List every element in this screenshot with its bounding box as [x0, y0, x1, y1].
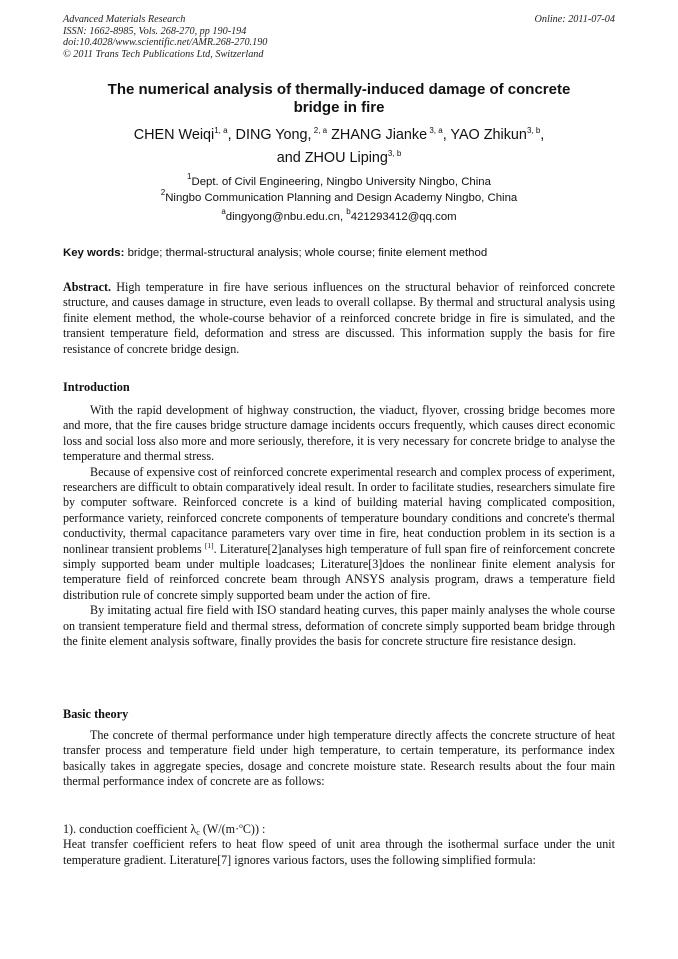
title-line-1: The numerical analysis of thermally-induced damage of concrete	[107, 81, 571, 98]
paragraph: With the rapid development of highway construction, the viaduct, flyover, crossing bridge becomes more and more, that the fire causes bridge structure damage incidents occurs frequently, which causes direct economic loss and social loss also more and more seriously, therefore, it is very necessary for concrete bridge to analyse the temperature and thermal stress.	[63, 403, 615, 464]
paragraph: By imitating actual fire field with ISO standard heating curves, this paper mainly analyses the whole course on transient temperature field and thermal stress, deformation of concrete simply supported beam bridge through the finite element analysis software, finally provides the basis for concrete structure fire resistance design.	[63, 603, 615, 649]
doi-line[interactable]: doi:10.4028/www.scientific.net/AMR.268-270.190	[63, 37, 268, 49]
keywords	[63, 245, 615, 261]
author-name: and ZHOU Liping	[276, 150, 388, 166]
author-name: , DING Yong,	[227, 127, 312, 143]
author-name: CHEN Weiqi	[133, 127, 215, 143]
item-text: C)) :	[242, 822, 266, 836]
email-sup: a	[221, 207, 226, 216]
author-sup: 3, a	[427, 126, 443, 135]
author-line-2	[63, 147, 615, 170]
copyright-line: © 2011 Trans Tech Publications Ltd, Switzerland	[63, 48, 264, 60]
affiliation-sup: 2	[160, 188, 166, 197]
section-heading-basic-theory: Basic theory	[63, 707, 129, 721]
author-line-1	[63, 124, 615, 147]
affiliation-text: Dept. of Civil Engineering, Ningbo University Ningbo, China	[191, 176, 491, 188]
item-text: 1). conduction coefficient λ	[63, 822, 197, 836]
abstract-label: Abstract.	[63, 280, 112, 294]
item-heading	[63, 822, 615, 837]
keywords-label: Key words:	[63, 247, 125, 259]
item-text: (W/(m·	[199, 822, 240, 836]
paragraph	[63, 465, 615, 604]
author-emails	[63, 209, 615, 225]
email-sup: b	[346, 207, 351, 216]
paragraph: The concrete of thermal performance under high temperature directly affects the concrete structure of heat transfer process and temperature field under high temperature, to certain temperature, its performance index basically takes in aggregate species, dosage and concrete moisture state. Research results about the four main thermal performance index of concrete are as follows:	[63, 728, 615, 789]
affiliations	[63, 174, 615, 206]
paragraph-text: . Literature[2]analyses high temperature of full span fire of reinforcement concrete simply supported beam under multiple loadcases; Literature[3]does the nonlinear finite element analysis for temperature field of reinforced concrete beam through ANSYS analysis program, draws a temperature field distribution rule of concrete simply supported beam under the action of fire.	[63, 541, 615, 602]
basic-theory-item	[63, 822, 615, 868]
author-list	[63, 124, 615, 170]
item-superscript: o	[239, 821, 243, 830]
affiliation-1	[63, 174, 615, 190]
journal-name: Advanced Materials Research	[63, 14, 186, 25]
abstract-text: High temperature in fire have serious influences on the structural behavior of reinforced concrete structure, and causes damage in structure, even leads to overall collapse. By thermal and structural analysis using finite element method, the whole-course behavior of a reinforced concrete bridge in fire is simulated, and the transient temperature field, deformation and stress are discussed. This information supply the basis for fire resistance of concrete bridge design.	[63, 280, 615, 356]
author-sup: 2, a	[311, 126, 328, 135]
item-subscript: c	[196, 828, 200, 837]
abstract	[63, 280, 615, 357]
author-sup: 1, a	[214, 126, 228, 135]
paper-title	[63, 81, 615, 117]
author-sup: 3, b	[526, 126, 541, 135]
author-sup: 3, b	[387, 149, 402, 158]
section-heading-introduction: Introduction	[63, 380, 130, 394]
keywords-text: bridge; thermal-structural analysis; whole course; finite element method	[124, 247, 488, 259]
basic-theory-body	[63, 728, 615, 790]
citation-ref: [1]	[204, 540, 214, 550]
affiliation-2	[63, 190, 615, 206]
paragraph-text: Because of expensive cost of reinforced concrete experimental research and complex process of experiment, researchers are difficult to obtain comparatively ideal result. In order to facilitate studies, researchers simulate fire by computer software. Reinforced concrete is a kind of building material having complicated composition, performance variety, reinforced concrete components of temperature boundary conditions and concrete's thermal conductivity, thermal capacitance parameters vary over time in fire, heat conduction problem in its section is a nonlinear transient problems	[63, 464, 615, 556]
author-name: ZHANG Jianke	[327, 127, 428, 143]
affiliation-text: Ningbo Communication Planning and Design Academy Ningbo, China	[165, 192, 518, 204]
affiliation-sup: 1	[187, 172, 192, 181]
author-separator: ,	[540, 127, 545, 143]
title-line-2: bridge in fire	[293, 99, 385, 116]
issn-line: ISSN: 1662-8985, Vols. 268-270, pp 190-194	[63, 25, 247, 37]
paragraph: Heat transfer coefficient refers to heat flow speed of unit area through the isothermal surface under the unit temperature gradient. Literature[7] ignores various factors, uses the following simplified formula:	[63, 837, 615, 867]
journal-header	[63, 14, 615, 60]
email-link[interactable]: dingyong@nbu.edu.cn,	[225, 211, 347, 223]
email-link[interactable]: 421293412@qq.com	[350, 211, 457, 223]
introduction-body	[63, 403, 615, 650]
online-date: Online: 2011-07-04	[534, 14, 615, 25]
author-name: , YAO Zhikun	[442, 127, 527, 143]
